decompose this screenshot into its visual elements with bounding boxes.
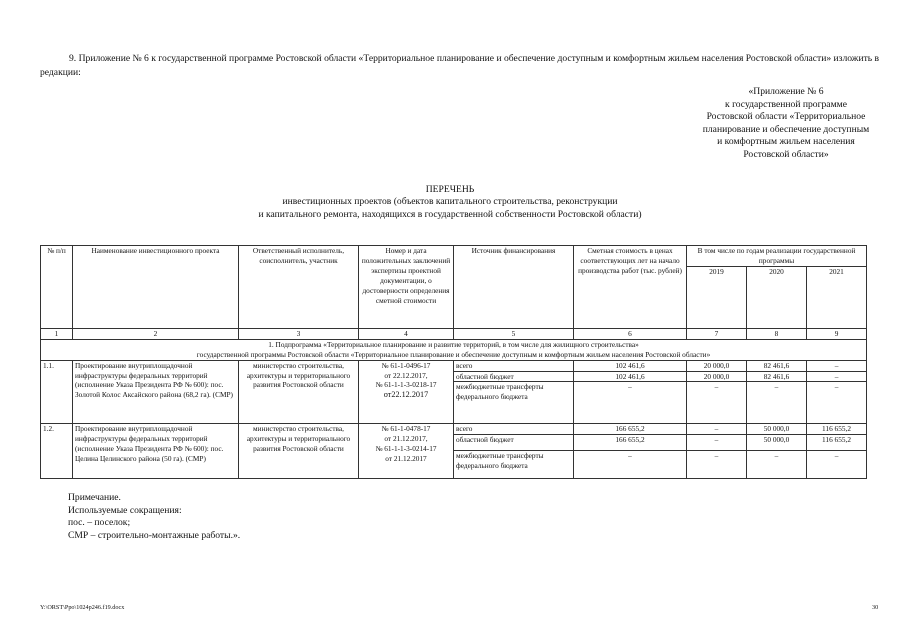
- note-line: Используемые сокращения:: [68, 504, 182, 516]
- header-cost: Сметная стоимость в ценах соответствующих лет на начало производства работ (тыс. рублей): [574, 246, 687, 329]
- subprogram-line: 1. Подпрограмма «Территориальное планирование и развитие территорий, в том числе для жилищного строительства»: [268, 339, 639, 349]
- source-label: областной бюджет: [454, 435, 574, 451]
- investment-projects-table: [40, 245, 867, 479]
- note-line: пос. – поселок;: [68, 517, 131, 529]
- note-block: [68, 492, 240, 542]
- year-2019-value: –: [687, 382, 747, 424]
- note-line: СМР – строительно-монтажные работы.».: [68, 529, 241, 541]
- title-line: и капитального ремонта, находящихся в государственной собственности Ростовской области): [258, 208, 642, 220]
- col-number: 1: [41, 328, 73, 339]
- expertise-line: от 22.12.2017,: [384, 370, 428, 380]
- row-executor: министерство строительства, архитектуры и территориального развития Ростовской области: [239, 424, 359, 479]
- col-number: 9: [807, 328, 867, 339]
- col-number: 2: [73, 328, 239, 339]
- appendix-line: и комфортным жильем населения: [717, 136, 855, 148]
- cost-value: 166 655,2: [574, 424, 687, 435]
- source-label: всего: [454, 424, 574, 435]
- col-number: 6: [574, 328, 687, 339]
- table-row: [41, 424, 867, 435]
- expertise-line: № 61-1-0496-17: [381, 360, 431, 370]
- cost-value: –: [574, 451, 687, 479]
- expertise-line: от 21.12.2017,: [384, 434, 428, 444]
- cost-value: 102 461,6: [574, 371, 687, 382]
- col-number: 3: [239, 328, 359, 339]
- row-expertise: [359, 360, 454, 424]
- year-2020-value: 82 461,6: [747, 360, 807, 371]
- note-line: Примечание.: [68, 492, 121, 503]
- title-line: инвестиционных проектов (объектов капитального строительства, реконструкции: [282, 196, 618, 208]
- source-label: всего: [454, 360, 574, 371]
- appendix-header: [680, 86, 892, 162]
- year-2020-value: –: [747, 382, 807, 424]
- year-2019-value: 20 000,0: [687, 360, 747, 371]
- title-line: ПЕРЕЧЕНЬ: [425, 184, 475, 195]
- table-row: [41, 360, 867, 371]
- row-executor: министерство строительства, архитектуры и территориального развития Ростовской области: [239, 360, 359, 424]
- cost-value: 102 461,6: [574, 360, 687, 371]
- appendix-line: Ростовской области «Территориальное: [706, 111, 866, 123]
- header-year-2021: 2021: [807, 266, 867, 328]
- appendix-line: планирование и обеспечение доступным: [702, 123, 870, 135]
- col-number: 4: [359, 328, 454, 339]
- header-year-2020: 2020: [747, 266, 807, 328]
- year-2020-value: 82 461,6: [747, 371, 807, 382]
- year-2020-value: 50 000,0: [747, 435, 807, 451]
- year-2020-value: 50 000,0: [747, 424, 807, 435]
- year-2019-value: –: [687, 424, 747, 435]
- row-expertise: [359, 424, 454, 479]
- header-year-2019: 2019: [687, 266, 747, 328]
- header-years-group: В том числе по годам реализации государственной программы: [687, 246, 867, 267]
- source-label: областной бюджет: [454, 371, 574, 382]
- row-num: 1.1.: [41, 360, 73, 424]
- col-number: 7: [687, 328, 747, 339]
- header-expertise: Номер и дата положительных заключений экспертизы проектной документации, о достоверности определения сметной стоимости: [359, 246, 454, 329]
- source-label: межбюджетные трансферты федерального бюджета: [454, 451, 574, 479]
- row-project-name: Проектирование внутриплощадочной инфраструктуры федеральных территорий (исполнение Указа Президента РФ № 600): пос. Золотой Колос Аксайского района (68,2 га). (СМР): [73, 360, 239, 424]
- header-executor: Ответственный исполнитель, соисполнитель, участник: [239, 246, 359, 329]
- document-title: [180, 184, 720, 221]
- expertise-line: № 61-1-1-3-0218-17: [375, 380, 437, 390]
- appendix-line: к государственной программе: [725, 98, 847, 110]
- cost-value: 166 655,2: [574, 435, 687, 451]
- expertise-line: от22.12.2017: [383, 390, 429, 400]
- page-number: 30: [872, 604, 879, 611]
- year-2019-value: 20 000,0: [687, 371, 747, 382]
- year-2021-value: –: [807, 382, 867, 424]
- subprogram-title: [41, 339, 867, 360]
- col-number: 5: [454, 328, 574, 339]
- appendix-line: Ростовской области»: [743, 148, 829, 160]
- year-2019-value: –: [687, 451, 747, 479]
- subprogram-line: государственной программы Ростовской области «Территориальное планирование и обеспечение доступным и комфортным жильем населения Ростовской области»: [196, 349, 711, 359]
- expertise-line: № 61-1-1-3-0214-17: [375, 444, 437, 454]
- header-name: Наименование инвестиционного проекта: [73, 246, 239, 329]
- year-2021-value: 116 655,2: [807, 424, 867, 435]
- year-2021-value: –: [807, 360, 867, 371]
- year-2021-value: –: [807, 451, 867, 479]
- col-number: 8: [747, 328, 807, 339]
- header-source: Источник финансирования: [454, 246, 574, 329]
- row-project-name: Проектирование внутриплощадочной инфраструктуры федеральных территорий (исполнение Указа Президента РФ № 600): пос. Целина Целинского района (50 га). (СМР): [73, 424, 239, 479]
- cost-value: –: [574, 382, 687, 424]
- source-label: межбюджетные трансферты федерального бюджета: [454, 382, 574, 424]
- expertise-line: от 21.12.2017: [385, 454, 427, 464]
- expertise-line: № 61-1-0478-17: [381, 424, 431, 434]
- footer-file-path: Y:\ORST\Ppo\1024p246.f19.docx: [40, 604, 125, 611]
- row-num: 1.2.: [41, 424, 73, 479]
- appendix-line: «Приложение № 6: [748, 86, 824, 97]
- year-2021-value: 116 655,2: [807, 435, 867, 451]
- year-2019-value: –: [687, 435, 747, 451]
- year-2020-value: –: [747, 451, 807, 479]
- intro-paragraph: 9. Приложение № 6 к государственной программе Ростовской области «Территориальное планирование и обеспечение доступным и комфортным жильем населения Ростовской области» изложить в редакции:: [40, 53, 880, 78]
- year-2021-value: –: [807, 371, 867, 382]
- header-num: № п/п: [41, 246, 73, 329]
